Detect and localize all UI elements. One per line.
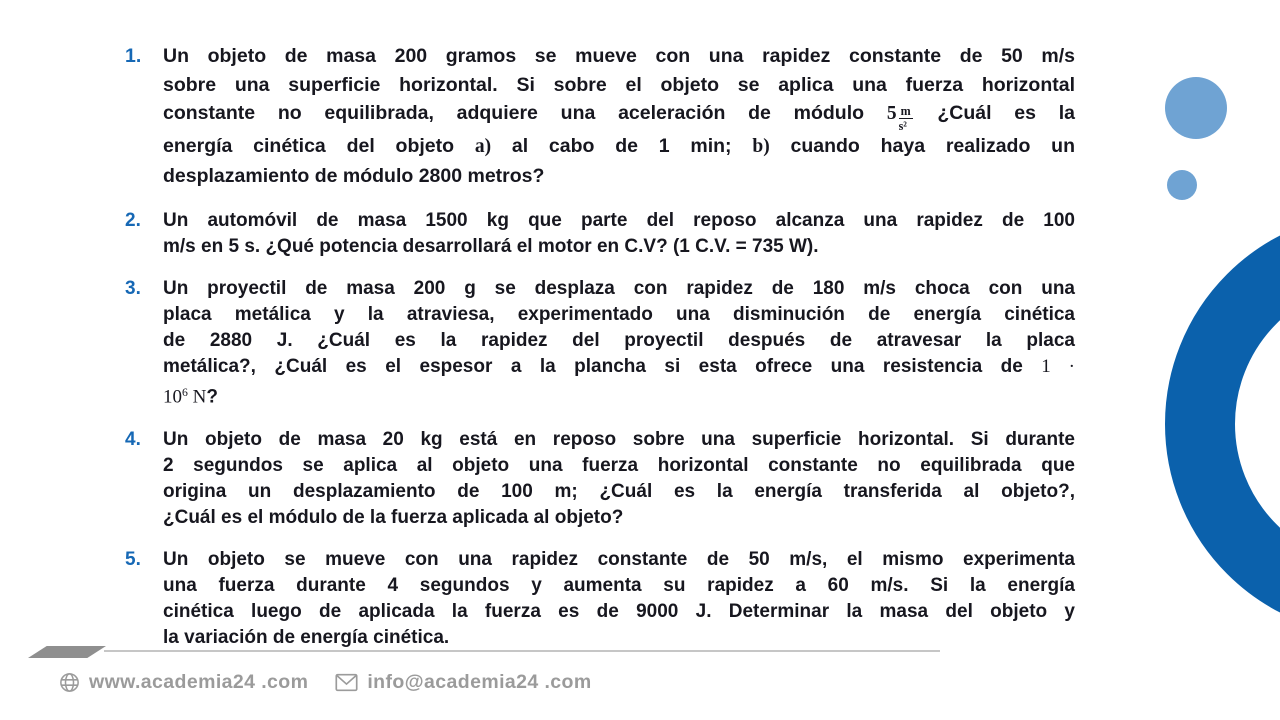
math-run: 10 [163,386,182,408]
decor-ring [1165,212,1280,636]
text-run: origina un desplazamiento de 100 m; ¿Cuál es la energía transferida al objeto?, [163,480,1075,502]
problem-number: 3. [125,278,141,300]
text-run: la variación de energía cinética. [163,626,450,648]
text-run: cinética luego de aplicada la fuerza es de 9000 J. Determinar la masa del objeto y [163,600,1075,622]
text-run: metálica?, ¿Cuál es el espesor a la plancha si esta ofrece una resistencia de [163,356,1042,378]
problem-line [163,208,1075,234]
text-run: de 2880 J. ¿Cuál es la rapidez del proyectil después de atravesar la placa [163,330,1075,352]
text-run: ? [206,386,218,408]
problem-line [163,162,1075,191]
footer-email [334,671,591,694]
math-run: 1 · [1041,356,1076,378]
text-run: Un objeto de masa 20 kg está en reposo sobre una superficie horizontal. Si durante [163,428,1075,450]
problem-line [163,599,1075,625]
problem-line [163,99,1075,132]
problem-text [163,276,1075,410]
decor-circle-large [1165,77,1227,139]
problem-line [163,328,1075,354]
math-run: b) [752,136,770,158]
text-run: 2 segundos se aplica al objeto una fuerza horizontal constante no equilibrada que [163,454,1075,476]
math-run: N [187,386,207,408]
problem-text [163,208,1075,260]
footer-divider [104,650,940,652]
math-run: a) [474,136,492,158]
problem-number: 1. [125,45,142,67]
math-run: 6 [182,386,188,400]
problem-line [163,234,1075,260]
problem-line [163,132,1075,162]
text-run: Un objeto se mueve con una rapidez constante de 50 m/s, el mismo experimenta [163,548,1075,570]
email-text: info@academia24 .com [367,671,592,693]
problem-line [163,380,1075,410]
problem-line [163,276,1075,302]
text-run: ¿Cuál es el módulo de la fuerza aplicada al objeto? [163,506,624,528]
problem-line [163,354,1075,380]
problem-line [163,453,1075,479]
globe-icon [58,671,81,694]
problem-line [163,302,1075,328]
text-run: al cabo de 1 min; [491,135,753,158]
text-run: Un proyectil de masa 200 g se desplaza con rapidez de 180 m/s choca con una [163,278,1075,300]
problem-text [163,547,1075,651]
problem-number: 4. [125,428,141,450]
problem-line [163,547,1075,573]
problem-line [163,71,1075,100]
text-run: placa metálica y la atraviesa, experimentado una disminución de energía cinética [163,304,1075,326]
problem-list [125,42,1075,667]
problem-text [163,42,1075,190]
problem-line [163,479,1075,505]
footer [58,671,592,694]
decor-circle-small [1167,170,1197,200]
problem-item-3 [125,276,1075,410]
problem-item-2 [125,208,1075,260]
problem-line [163,505,1075,531]
problem-line [163,625,1075,651]
text-run: Un automóvil de masa 1500 kg que parte del reposo alcanza una rapidez de 100 [163,210,1075,232]
problem-line [163,42,1075,71]
text-run: una fuerza durante 4 segundos y aumenta su rapidez a 60 m/s. Si la energía [163,574,1075,596]
problem-item-5 [125,547,1075,651]
text-run: Un objeto de masa 200 gramos se mueve con una rapidez constante de 50 m/s [163,45,1075,67]
math-run: 5 [886,103,897,124]
text-run: desplazamiento de módulo 2800 metros? [163,164,545,187]
text-run: constante no equilibrada, adquiere una aceleración de módulo [163,102,887,124]
text-run: m/s en 5 s. ¿Qué potencia desarrollará el motor en C.V? (1 C.V. = 735 W). [163,236,819,258]
problem-number: 5. [125,548,141,570]
problem-number: 2. [125,210,141,232]
website-text: www.academia24 .com [89,671,309,693]
envelope-icon [334,672,359,693]
text-run: energía cinética del objeto [163,135,475,158]
problem-item-1 [125,42,1075,190]
problem-line [163,573,1075,599]
problem-line [163,427,1075,453]
problem-text [163,427,1075,531]
text-run: ¿Cuál es la [914,102,1076,124]
text-run: cuando haya realizado un [769,135,1075,158]
footer-website [58,671,308,694]
math-fraction: $\frac{m}{\text{s²}}$ [898,104,911,133]
text-run: sobre una superficie horizontal. Si sobre el objeto se aplica una fuerza horizontal [163,73,1075,96]
problem-item-4 [125,427,1075,531]
decor-parallelogram [28,646,106,658]
